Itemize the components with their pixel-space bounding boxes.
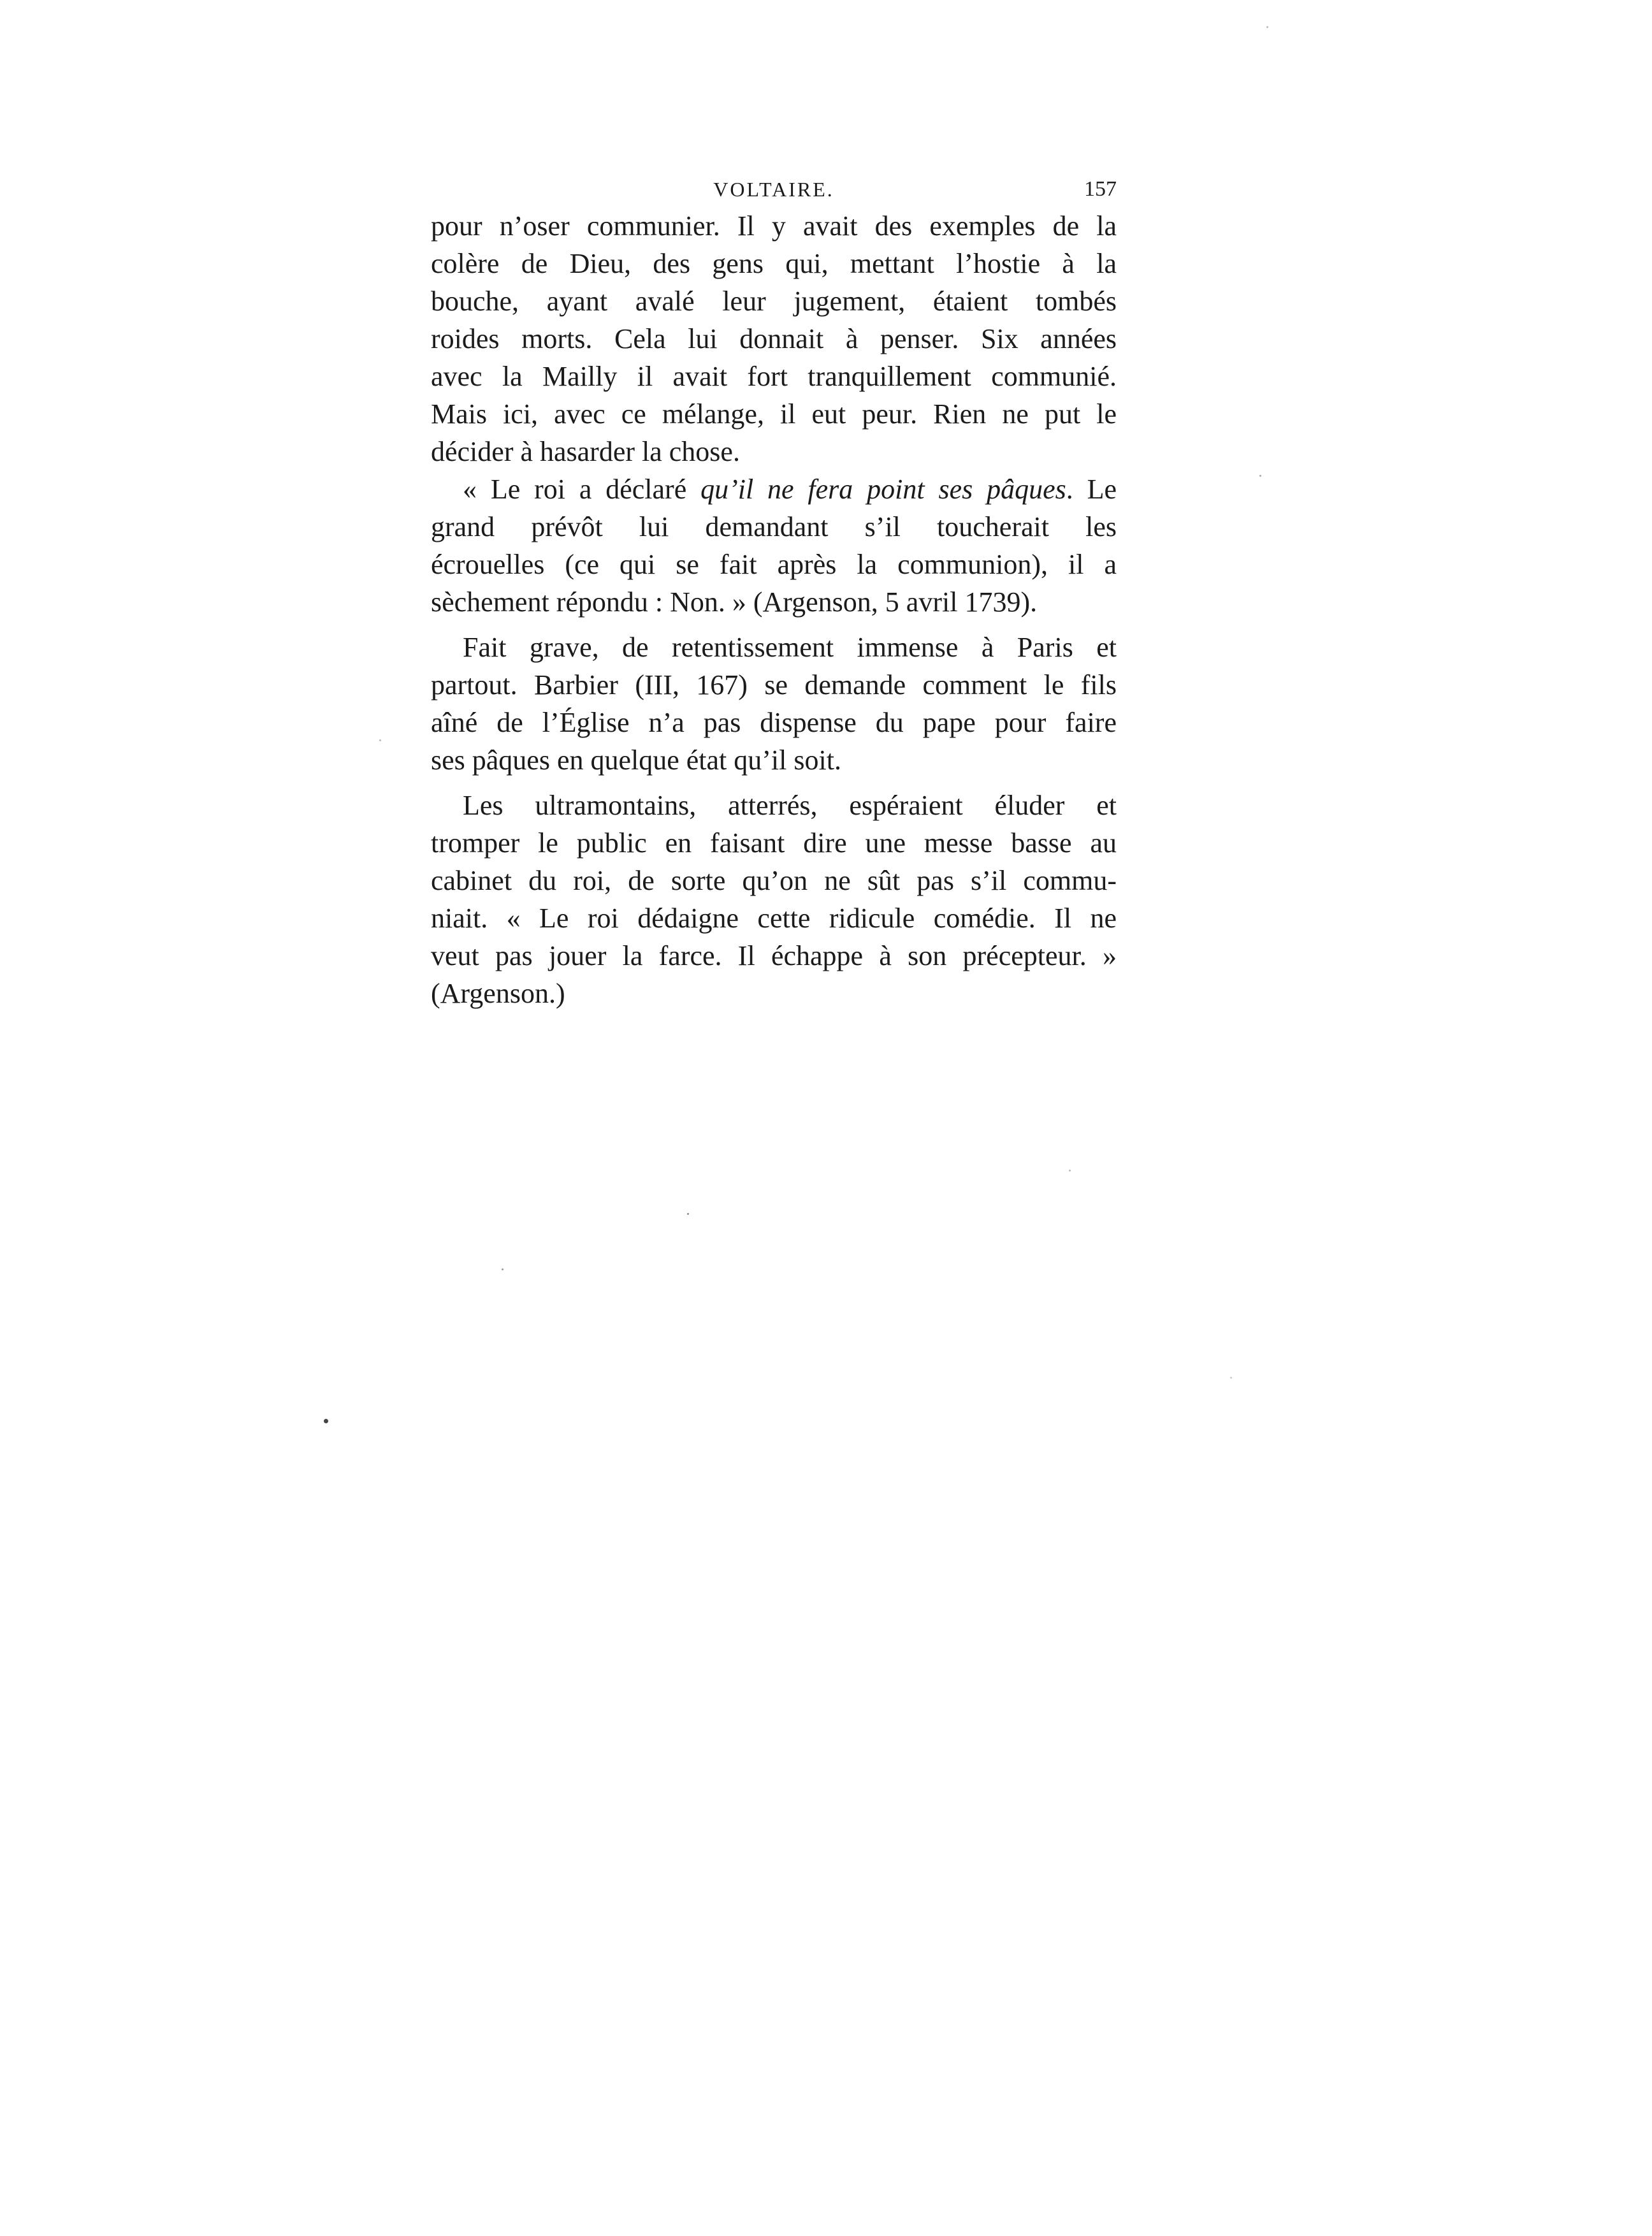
text-line: écrouelles (ce qui se fait après la communion), il a — [431, 549, 1117, 580]
paragraph-3 — [431, 628, 1117, 779]
scan-speck — [502, 1268, 504, 1270]
scan-speck — [379, 739, 381, 741]
scan-speck — [1069, 1170, 1071, 1172]
text-line: Les ultramontains, atterrés, espéraient éluder et — [463, 790, 1117, 821]
text-line: roides morts. Cela lui donnait à penser. Six années — [431, 323, 1117, 354]
quote-opening: « Le roi a déclaré — [463, 474, 701, 505]
text-line: Mais ici, avec ce mélange, il eut peur. Rien ne put le — [431, 398, 1117, 430]
italic-quote: qu’il ne fera point ses pâques — [700, 474, 1066, 505]
quote-continuation: . Le — [1066, 474, 1117, 505]
text-line: veut pas jouer la farce. Il échappe à son précepteur. » — [431, 940, 1117, 971]
text-line: partout. Barbier (III, 167) se demande comment le fils — [431, 669, 1117, 701]
running-head — [431, 173, 1117, 205]
text-line: aîné de l’Église n’a pas dispense du pape pour faire — [431, 707, 1117, 738]
text-line: sèchement répondu : Non. » (Argenson, 5 avril 1739). — [431, 586, 1038, 618]
scan-speck — [1259, 475, 1261, 477]
text-line — [431, 470, 1117, 508]
text-line: ses pâques en quelque état qu’il soit. — [431, 744, 841, 776]
running-title: VOLTAIRE. — [713, 178, 834, 201]
text-line: cabinet du roi, de sorte qu’on ne sût pas s’il commu- — [431, 865, 1117, 896]
paragraph-4 — [431, 787, 1117, 1012]
body-text — [431, 207, 1117, 1012]
text-line: pour n’oser communier. Il y avait des exemples de la — [431, 210, 1117, 242]
paragraph-2 — [431, 470, 1117, 621]
scan-speck — [1230, 1377, 1232, 1379]
text-line: tromper le public en faisant dire une messe basse au — [431, 827, 1117, 859]
text-line: bouche, ayant avalé leur jugement, étaient tombés — [431, 286, 1117, 317]
paragraph-gap — [431, 779, 1117, 787]
scan-speck — [687, 1213, 689, 1215]
text-line: (Argenson.) — [431, 978, 565, 1009]
text-line: Fait grave, de retentissement immense à Paris et — [463, 632, 1117, 663]
page-number: 157 — [1084, 177, 1117, 201]
text-line: avec la Mailly il avait fort tranquillement communié. — [431, 361, 1117, 392]
scan-speck — [1266, 26, 1268, 28]
text-line: décider à hasarder la chose. — [431, 436, 740, 467]
paragraph-gap — [431, 621, 1117, 628]
paragraph-1 — [431, 207, 1117, 470]
text-line: niait. « Le roi dédaigne cette ridicule comédie. Il ne — [431, 903, 1117, 934]
scan-speck — [324, 1419, 328, 1423]
text-line: colère de Dieu, des gens qui, mettant l’hostie à la — [431, 248, 1117, 279]
text-line: grand prévôt lui demandant s’il toucherait les — [431, 511, 1117, 542]
